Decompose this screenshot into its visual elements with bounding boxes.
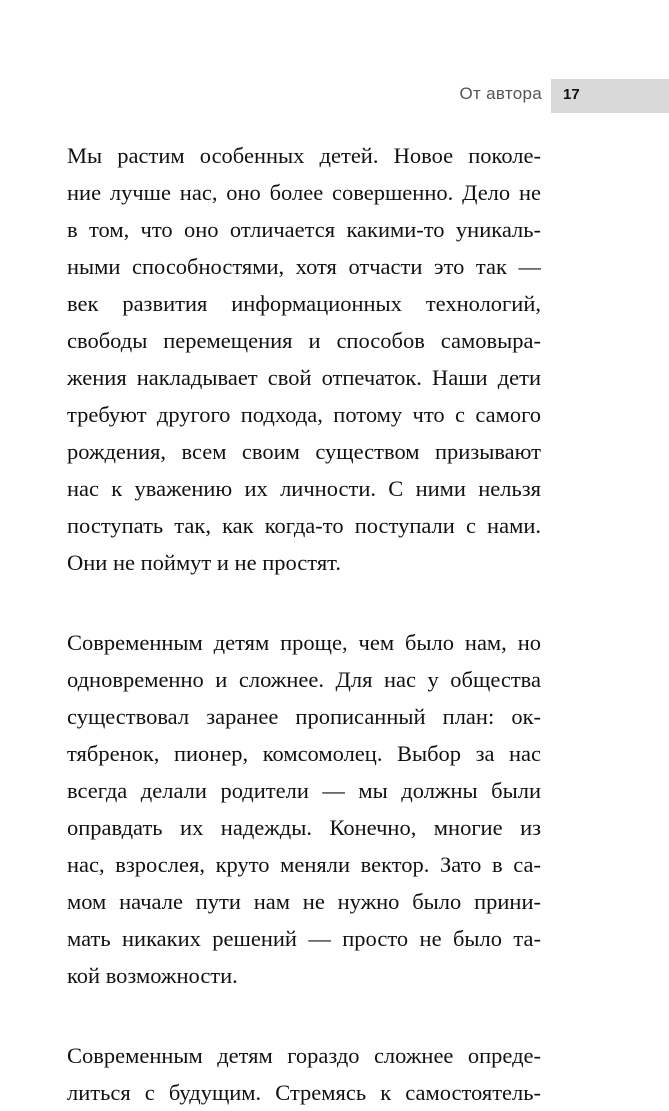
text-line: Мы растим особенных детей. Новое поколе- — [67, 143, 541, 168]
paragraph — [67, 1037, 541, 1111]
text-line: литься с будущим. Стремясь к самостоятель- — [67, 1080, 541, 1105]
running-header — [0, 79, 669, 113]
paragraph — [67, 624, 541, 994]
text-line: Современным детям проще, чем было нам, но — [67, 630, 541, 655]
text-line: в том, что оно отличается какими-то уникаль- — [67, 217, 541, 242]
text-line: существовал заранее прописанный план: ок- — [67, 704, 541, 729]
text-line: Современным детям гораздо сложнее опреде- — [67, 1043, 541, 1068]
text-line: мом начале пути нам не нужно было прини- — [67, 889, 541, 914]
text-line: тябренок, пионер, комсомолец. Выбор за нас — [67, 741, 541, 766]
body-text — [67, 137, 541, 1111]
text-line: жения накладывает свой отпечаток. Наши дети — [67, 365, 541, 390]
text-line: всегда делали родители — мы должны были — [67, 778, 541, 803]
text-line: Они не поймут и не простят. — [67, 550, 341, 575]
section-title: От автора — [459, 84, 542, 103]
page-number: 17 — [563, 86, 580, 103]
text-line: рождения, всем своим существом призывают — [67, 439, 541, 464]
text-line: век развития информационных технологий, — [67, 291, 541, 316]
text-line: ными способностями, хотя отчасти это так — — [67, 254, 541, 279]
text-line: нас, взрослея, круто меняли вектор. Зато в са- — [67, 852, 541, 877]
text-line: оправдать их надежды. Конечно, многие из — [67, 815, 541, 840]
page-number-tab — [551, 79, 669, 113]
text-line: ние лучше нас, оно более совершенно. Дело не — [67, 180, 541, 205]
paragraph-gap — [67, 581, 541, 624]
text-line: поступать так, как когда-то поступали с нами. — [67, 513, 541, 538]
paragraph-gap — [67, 994, 541, 1037]
text-line: требуют другого подхода, потому что с самого — [67, 402, 541, 427]
text-line: свободы перемещения и способов самовыра- — [67, 328, 541, 353]
text-line: одновременно и сложнее. Для нас у общества — [67, 667, 541, 692]
paragraph — [67, 137, 541, 581]
text-line: нас к уважению их личности. С ними нельзя — [67, 476, 541, 501]
text-line: кой возможности. — [67, 963, 238, 988]
text-line: мать никаких решений — просто не было та- — [67, 926, 541, 951]
